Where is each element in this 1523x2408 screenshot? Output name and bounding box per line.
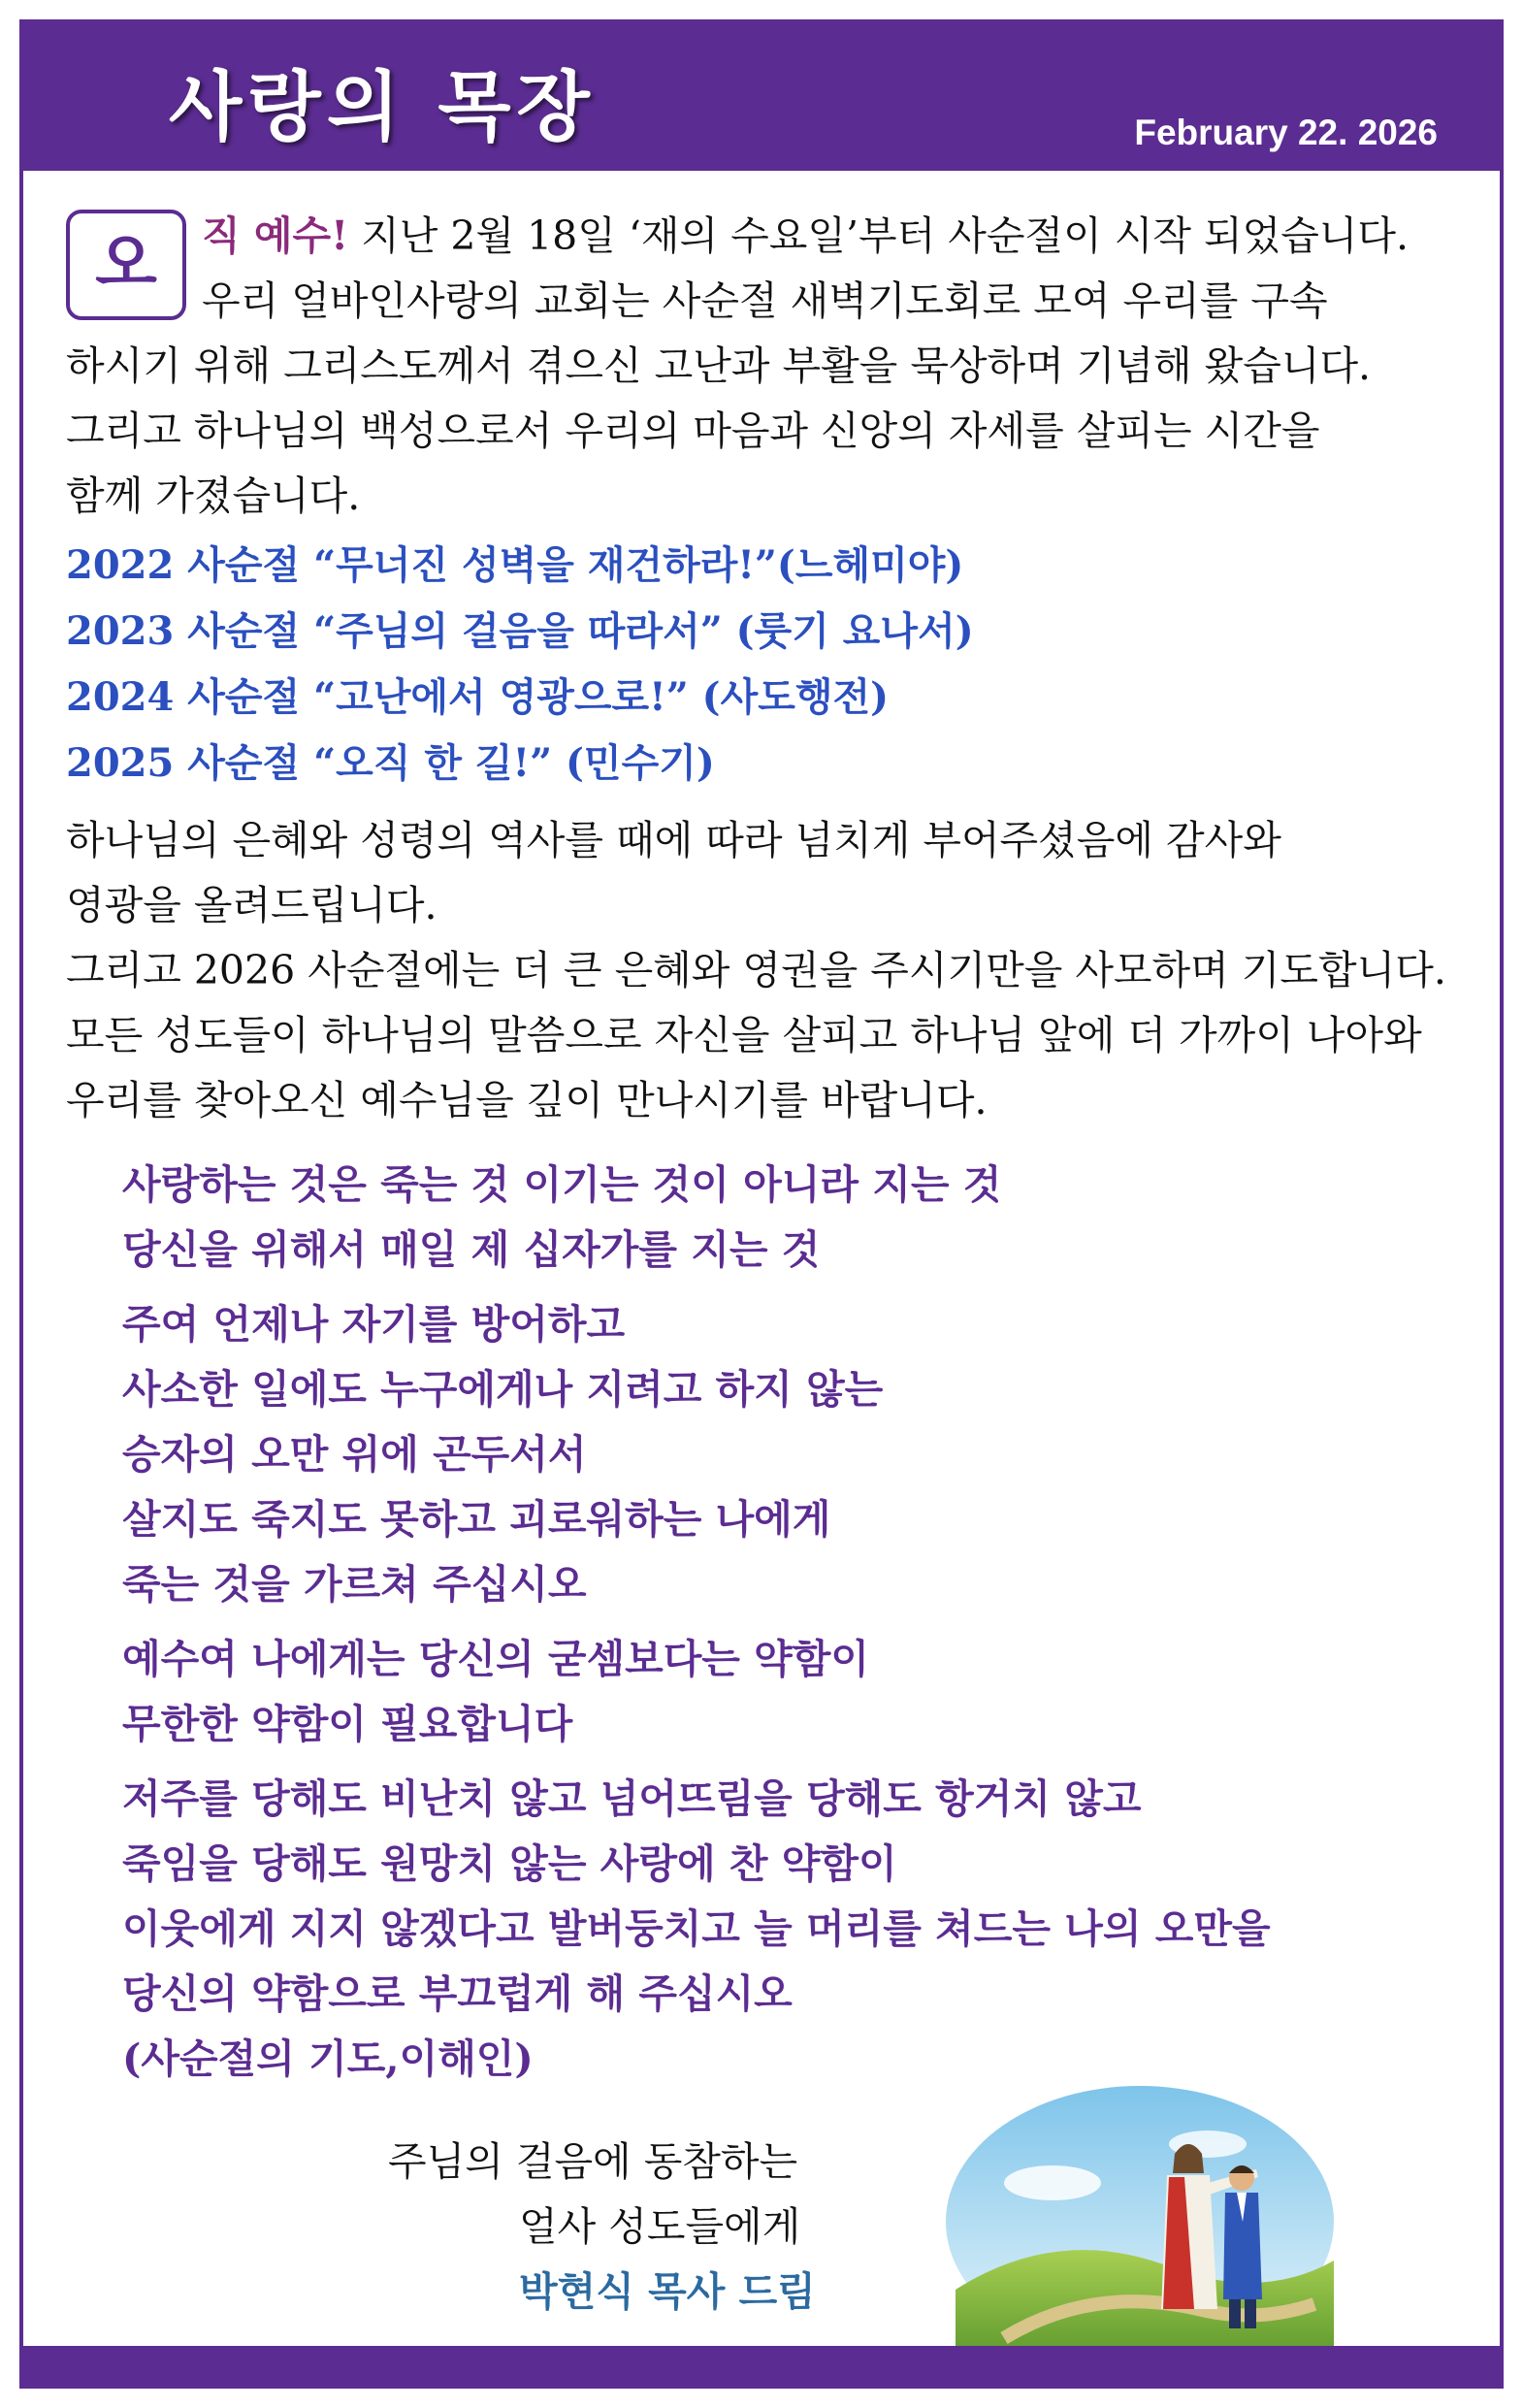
poem-line: 죽임을 당해도 원망치 않는 사랑에 찬 약함이 [122,1840,897,1887]
intro-line-3: 하시기 위해 그리스도께서 겪으신 고난과 부활을 묵상하며 기념해 왔습니다. [66,342,1372,389]
poem-stanza-4 [122,1767,1482,2092]
signature-author: 박현식 목사 드림 [519,2268,816,2315]
lent-theme-2022: 2022 사순절 “무너진 성벽을 재건하라!”(느헤미야) [66,542,964,588]
intro-line-1 [66,204,1482,269]
lent-theme-list [66,533,1482,797]
intro-lead: 직 예수! [202,212,349,259]
para2-line-2: 영광을 올려드립니다. [66,882,437,928]
dropcap: 오 [66,210,186,320]
header-banner [23,23,1500,171]
intro-line-4: 그리고 하나님의 백성으로서 우리의 마음과 신앙의 자세를 살피는 시간을 [66,407,1320,454]
page-title: 사랑의 목장 [169,64,596,151]
poem-line: 죽는 것을 가르쳐 주십시오 [122,1561,587,1608]
cloud [1004,2165,1101,2200]
poem-line: 예수여 나에게는 당신의 굳셈보다는 약함이 [122,1636,870,1682]
intro-line-1-text: 지난 2월 18일 ‘재의 수요일’부터 사순절이 시작 되었습니다. [348,212,1410,259]
poem-citation: (사순절의 기도,이해인) [122,2035,534,2082]
poem-line: 이웃에게 지지 않겠다고 발버둥치고 늘 머리를 쳐드는 나의 오만을 [122,1905,1271,1952]
letter-body [66,204,1482,2101]
jesus-and-man-illustration [946,2076,1339,2358]
poem-line: 당신의 약함으로 부끄럽게 해 주십시오 [122,1970,793,2017]
lent-theme-2025: 2025 사순절 “오직 한 길!” (민수기) [66,740,715,786]
poem-line: 승자의 오만 위에 곤두서서 [122,1431,587,1478]
poem-stanza-2 [122,1292,1482,1617]
poem-line: 저주를 당해도 비난치 않고 넘어뜨림을 당해도 항거치 않고 [122,1775,1142,1822]
lent-theme-2024: 2024 사순절 “고난에서 영광으로!” (사도행전) [66,674,890,720]
poem-stanza-1 [122,1153,1482,1283]
poem-stanza-3 [122,1627,1482,1757]
footer-bar [23,2346,1500,2385]
signature-line-1: 주님의 걸음에 동참하는 [388,2138,798,2185]
poem-line: 당신을 위해서 매일 제 십자가를 지는 것 [122,1226,821,1273]
lent-prayer-poem [66,1153,1482,2092]
para2-line-3: 그리고 2026 사순절에는 더 큰 은혜와 영권을 주시기만을 사모하며 기도합니다. [66,947,1446,993]
signature-line-2: 얼사 성도들에게 [519,2203,801,2250]
gratitude-paragraph [66,808,1482,1133]
para2-line-4: 모든 성도들이 하나님의 말씀으로 자신을 살피고 하나님 앞에 더 가까이 나아와 [66,1012,1422,1058]
lent-theme-2023: 2023 사순절 “주님의 걸음을 따라서” (룻기 요나서) [66,608,974,654]
signature-block [388,2130,816,2325]
poem-line: 주여 언제나 자기를 방어하고 [122,1301,626,1348]
publish-date: February 22. 2026 [1134,113,1438,152]
intro-line-2: 우리 얼바인사랑의 교회는 사순절 새벽기도회로 모여 우리를 구속 [202,277,1328,324]
poem-line: 사랑하는 것은 죽는 것 이기는 것이 아니라 지는 것 [122,1161,1002,1208]
intro-paragraph [66,204,1482,529]
poem-line: 살지도 죽지도 못하고 괴로워하는 나에게 [122,1496,831,1543]
para2-line-5: 우리를 찾아오신 예수님을 깊이 만나시기를 바랍니다. [66,1077,988,1123]
para2-line-1: 하나님의 은혜와 성령의 역사를 때에 따라 넘치게 부어주셨음에 감사와 [66,817,1281,863]
poem-line: 사소한 일에도 누구에게나 지려고 하지 않는 [122,1366,884,1413]
intro-line-5: 함께 가졌습니다. [66,472,361,519]
poem-line: 무한한 약함이 필요합니다 [122,1701,573,1747]
